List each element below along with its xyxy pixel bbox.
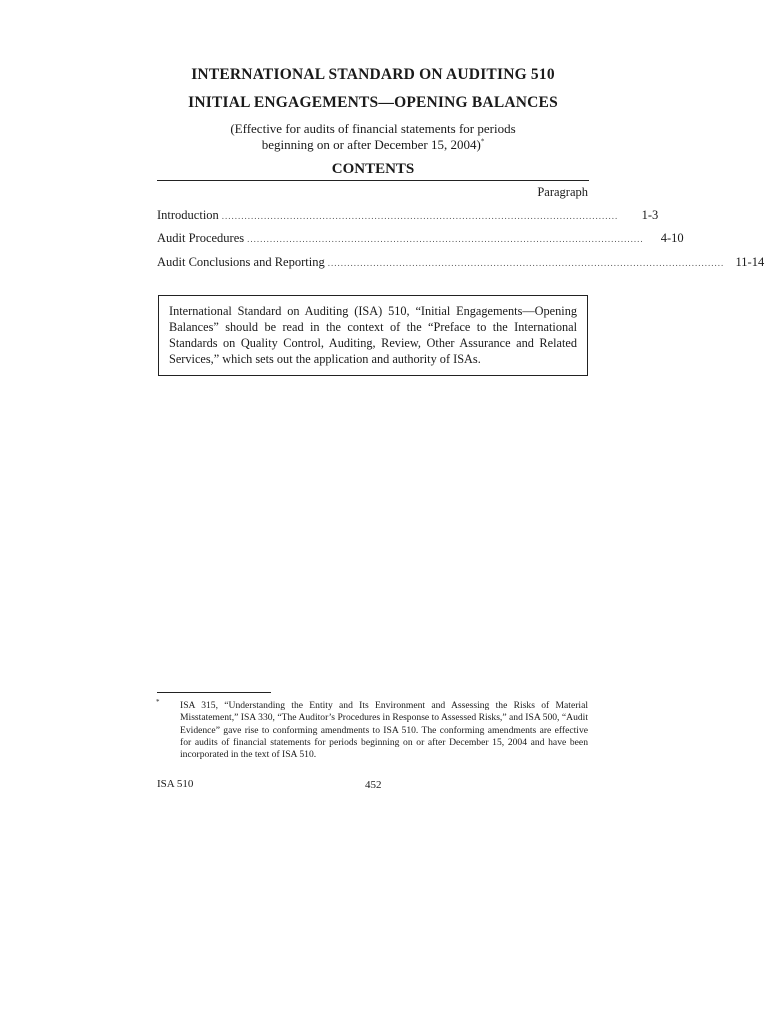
standard-title: INTERNATIONAL STANDARD ON AUDITING 510 [191, 66, 555, 83]
effective-date-note [0, 121, 746, 153]
toc-item-label: Audit Conclusions and Reporting [157, 255, 325, 269]
footnote-marker: * [156, 698, 160, 706]
toc-leader-dots: .......................................................................................................................... [221, 211, 619, 221]
effective-line-2 [0, 137, 746, 153]
footnote-divider [157, 692, 271, 693]
footer-page-number: 452 [365, 779, 382, 791]
standard-subtitle: INITIAL ENGAGEMENTS—OPENING BALANCES [188, 94, 558, 111]
footnote-reference-marker: * [480, 137, 485, 146]
footer-document-code: ISA 510 [157, 778, 194, 790]
paragraph-column-header: Paragraph [537, 185, 588, 199]
toc-item-audit-conclusions [157, 255, 765, 271]
toc-item-label: Audit Procedures [157, 231, 245, 245]
toc-item-audit-procedures [157, 231, 684, 247]
toc-leader-dots: .......................................................................................................................... [247, 234, 644, 244]
effective-line-2-text: beginning on or after December 15, 2004) [261, 137, 481, 152]
preface-notice-box: International Standard on Auditing (ISA) 510, “Initial Engagements—Opening Balances” should be read in the context of the “Preface to the International Standards on Quality Control, Auditing, Review, Other Assurance and Related Services,” which sets out the application and authority of ISAs. [158, 295, 588, 376]
toc-item-paragraphs: 4-10 [660, 231, 684, 245]
toc-item-paragraphs: 1-3 [641, 208, 659, 222]
toc-item-paragraphs: 11-14 [735, 255, 765, 269]
toc-leader-dots: .......................................................................................................................... [327, 258, 725, 268]
effective-line-1: (Effective for audits of financial statements for periods [230, 121, 516, 136]
contents-divider [157, 180, 589, 181]
contents-heading: CONTENTS [331, 161, 415, 177]
footnote-text: ISA 315, “Understanding the Entity and Its Environment and Assessing the Risks of Material Misstatement,” ISA 330, “The Auditor’s Procedures in Response to Assessed Risks,” and ISA 500, “Audit Evidence” gave rise to conforming amendments to ISA 510. The conforming amendments are effective for audits of financial statements for periods beginning on or after December 15, 2004 and have been incorporated in the text of ISA 510. [180, 700, 588, 761]
toc-item-introduction [157, 208, 659, 224]
toc-item-label: Introduction [157, 208, 219, 222]
